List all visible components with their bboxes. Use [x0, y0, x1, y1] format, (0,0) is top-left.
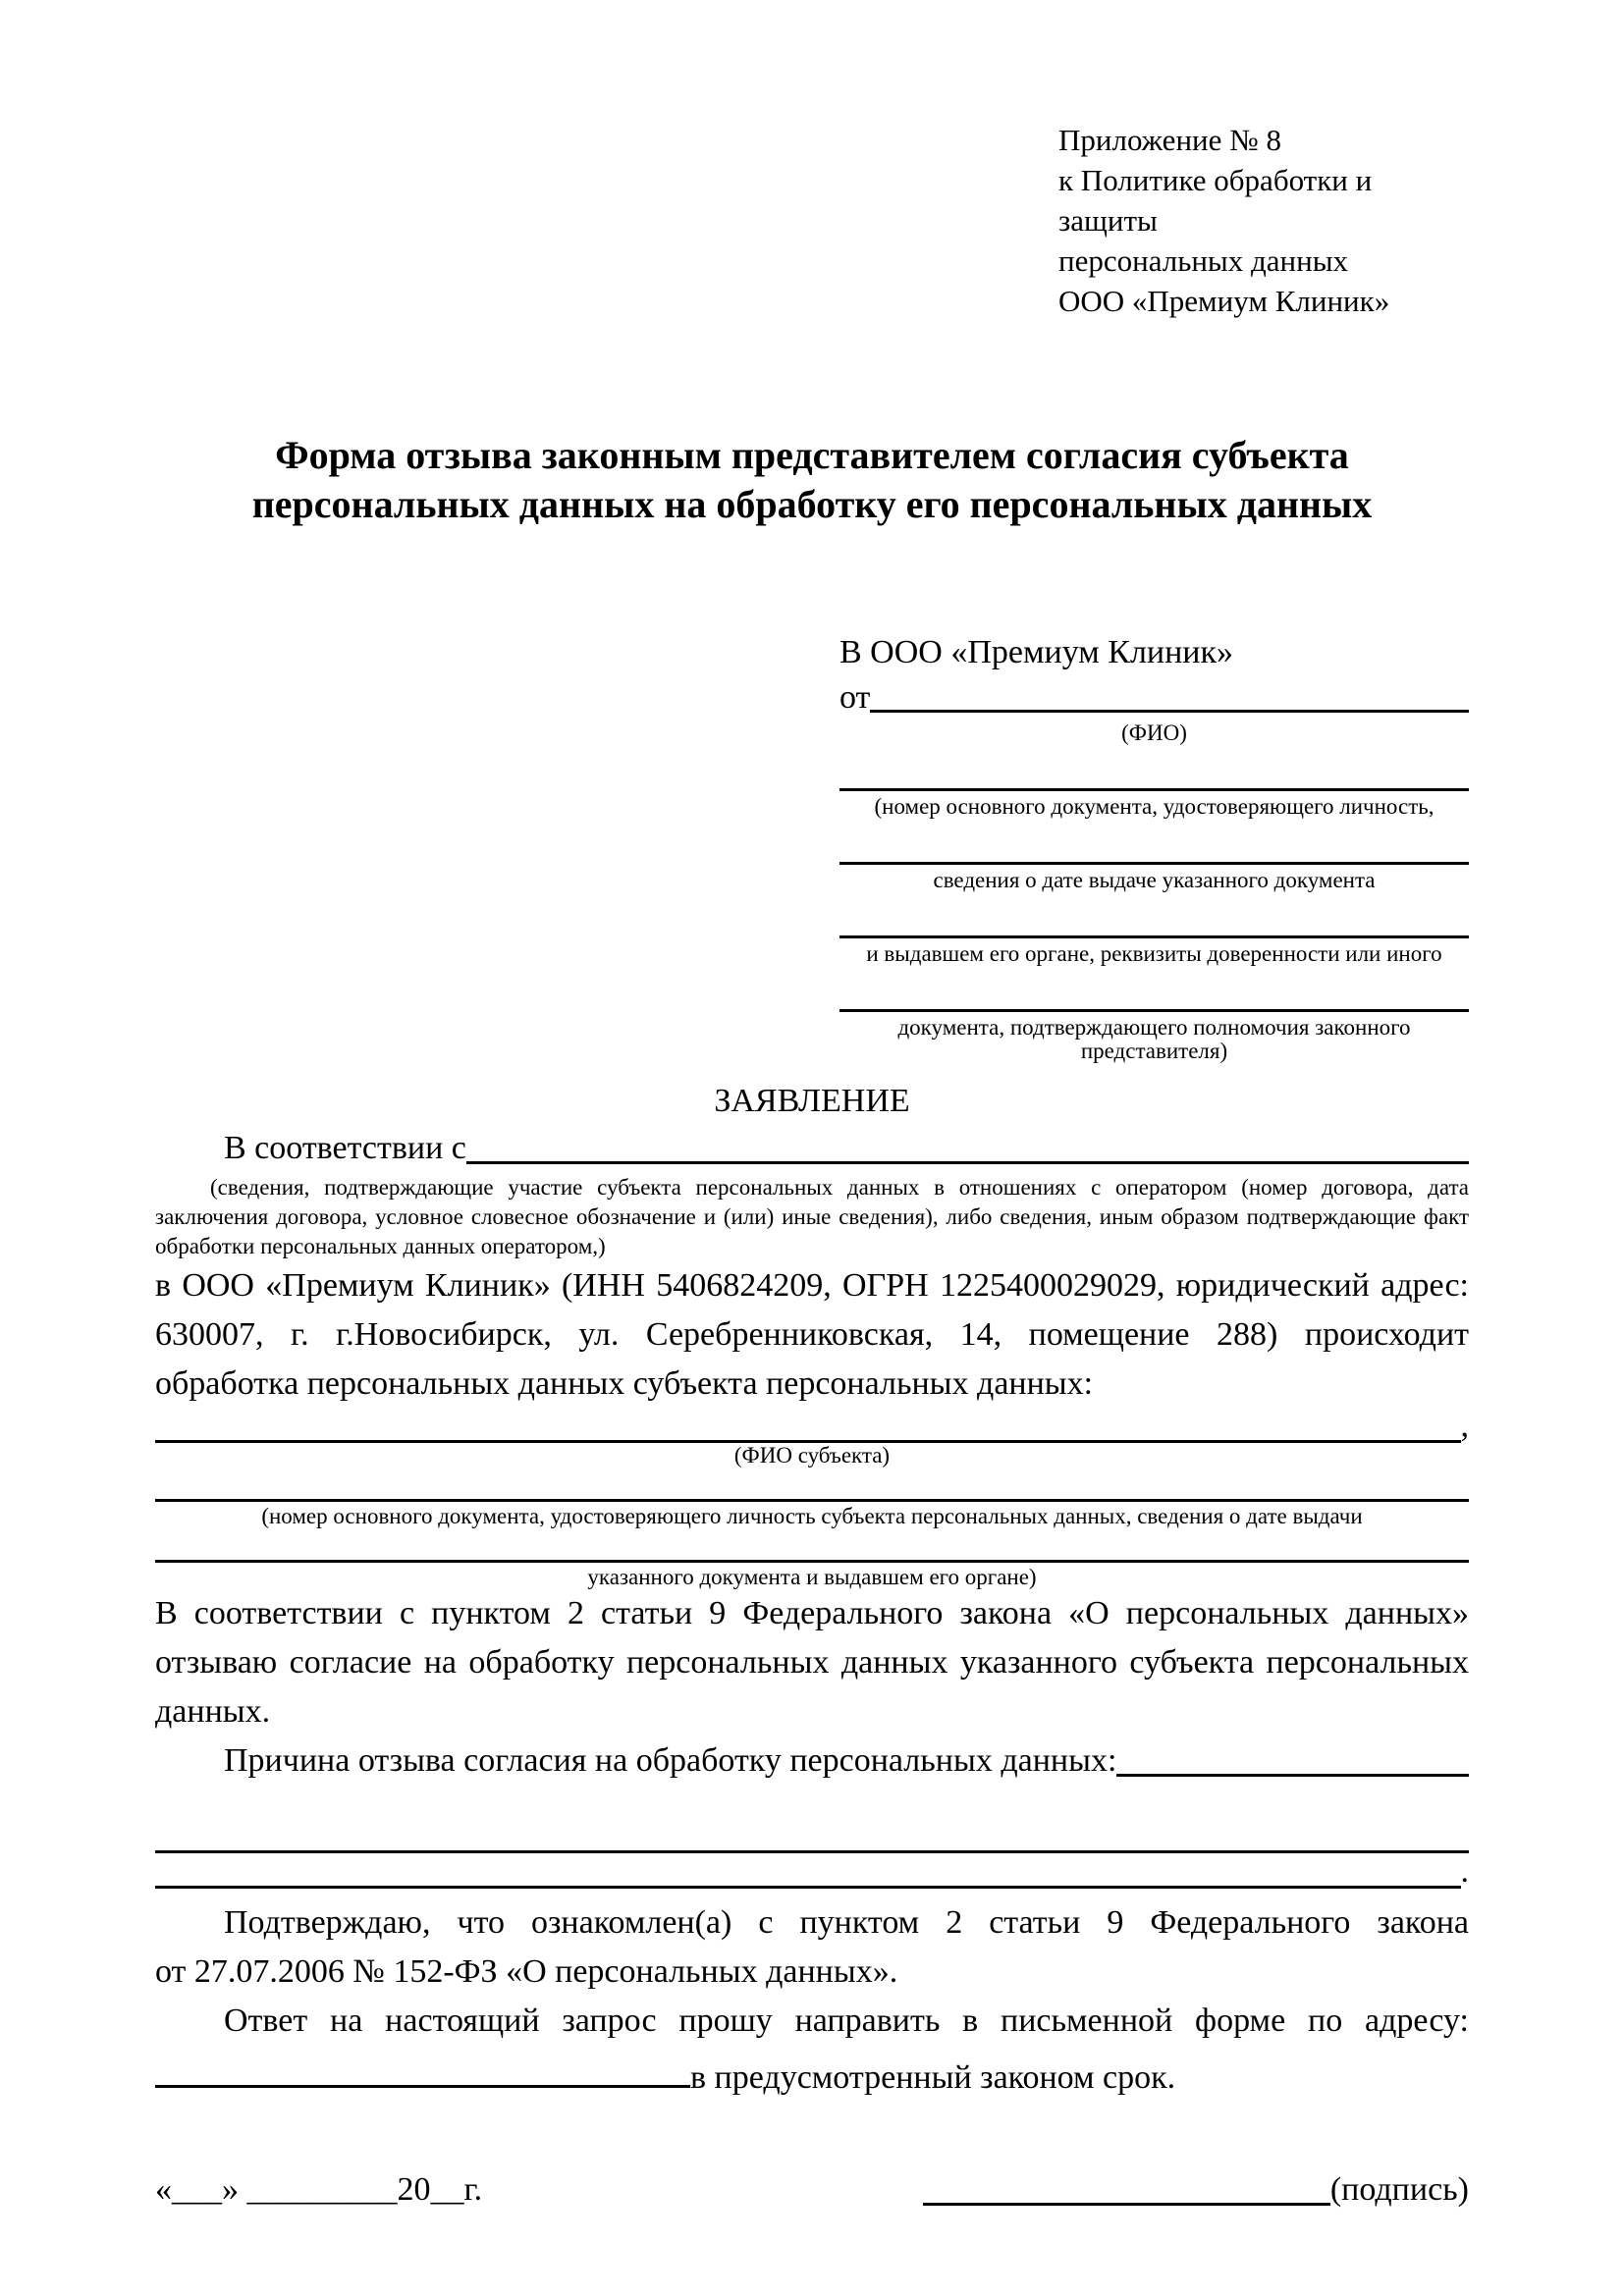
- subject-doc-line-2: [155, 1528, 1469, 1563]
- in-accordance-row: [155, 1124, 1469, 1173]
- date-field: «___» _________20__г.: [155, 2171, 483, 2208]
- appendix-policy-line: к Политике обработки и защиты: [1058, 163, 1373, 238]
- representative-doc-field-3: [839, 892, 1469, 966]
- appendix-org-name: ООО «Премиум Клиник»: [1058, 284, 1390, 318]
- operator-line-1: в ООО «Премиум Клиник» (ИНН 5406824209, ОГРН 1225400029029, юридический адрес:: [155, 1267, 1469, 1304]
- reply-paragraph: Ответ на настоящий запрос прошу направить в письменной форме по адресу:: [224, 2002, 1469, 2039]
- signature-caption: (подпись): [1329, 2171, 1469, 2208]
- in-accordance-label: В соответствии с: [224, 1130, 466, 1166]
- withdraw-line-2: отзываю согласие на обработку персональных данных указанного субъекта персональных: [155, 1644, 1469, 1681]
- note-line-2: заключения договора, условное словесное обозначение и (или) иные сведения), либо сведения, иным образом подтверждающие факт: [155, 1204, 1469, 1229]
- representative-doc-field-4: [839, 966, 1469, 1063]
- in-accordance-fill-line: [466, 1161, 1469, 1164]
- representative-doc-field-2: [839, 819, 1469, 892]
- reply-address-line: [155, 2046, 690, 2088]
- footer-row: [155, 2165, 1469, 2215]
- withdraw-paragraph: [155, 1589, 1469, 1736]
- signature-block: [923, 2165, 1469, 2215]
- subject-doc-caption-1: (номер основного документа, удостоверяющего личность субъекта персональных данных, сведения о дате выдачи: [261, 1504, 1363, 1528]
- appendix-header: [1058, 120, 1469, 321]
- doc-issue-date-line: [839, 819, 1469, 865]
- reason-row: [155, 1736, 1469, 1786]
- representative-doc-field-1: [839, 745, 1469, 819]
- doc-authority-caption: и выдавшем его органе, реквизиты доверенности или иного: [866, 941, 1442, 966]
- note-line-1: (сведения, подтверждающие участие субъекта персональных данных в отношениях с оператором (номер договора, дата: [210, 1175, 1469, 1200]
- appendix-policy-line2: персональных данных: [1058, 243, 1349, 278]
- doc-number-caption: (номер основного документа, удостоверяющего личность,: [874, 794, 1435, 819]
- confirm-paragraph: [155, 1898, 1469, 1997]
- operator-line-3: обработка персональных данных субъекта персональных данных:: [155, 1365, 1094, 1402]
- confirm-line-1: Подтверждаю, что ознакомлен(а) с пунктом 2 статьи 9 Федерального закона: [224, 1904, 1469, 1941]
- trailing-period: .: [1460, 1853, 1469, 1890]
- operator-line-2: 630007, г. г.Новосибирск, ул. Серебренниковская, 14, помещение 288) происходит: [155, 1316, 1469, 1353]
- withdraw-line-1: В соответствии с пунктом 2 статьи 9 Федерального закона «О персональных данных»: [155, 1595, 1469, 1631]
- doc-powers-caption: документа, подтверждающего полномочия законного представителя): [897, 1015, 1411, 1063]
- reason-blank-line-1: [155, 1813, 1469, 1853]
- document-title: Форма отзыва законным представителем согласия субъекта персональных данных на обработку его персональных данных: [251, 433, 1373, 526]
- statement-heading: ЗАЯВЛЕНИЕ: [714, 1083, 910, 1119]
- paragraph-indent: [155, 1736, 224, 1786]
- addressee-org: В ООО «Премиум Клиник»: [839, 634, 1234, 670]
- reason-blank-fill: [155, 1886, 1461, 1889]
- from-row: [839, 674, 1469, 721]
- subject-fio-caption: (ФИО субъекта): [733, 1443, 891, 1468]
- signature-line: [923, 2203, 1330, 2206]
- reason-fill-line: [1116, 1774, 1469, 1777]
- doc-powers-line: [839, 966, 1469, 1012]
- subject-fio-field: [155, 1409, 1469, 1444]
- doc-issue-date-caption: сведения о дате выдаче указанного документа: [933, 868, 1376, 892]
- subject-doc-caption-2: указанного документа и выдавшем его органе): [587, 1565, 1037, 1589]
- from-fill-line: [870, 710, 1469, 713]
- document-content: [0, 120, 1624, 2215]
- reason-label: Причина отзыва согласия на обработку персональных данных:: [224, 1742, 1117, 1779]
- from-label: от: [839, 679, 871, 716]
- reply-address-row: [155, 2046, 1469, 2103]
- confirm-line-2: от 27.07.2006 № 152-ФЗ «О персональных данных».: [155, 1953, 898, 1990]
- doc-number-line: [839, 745, 1469, 791]
- trailing-comma: ,: [1460, 1408, 1469, 1444]
- addressee-block: [839, 631, 1469, 1063]
- relation-note: [155, 1173, 1469, 1261]
- note-line-3: обработки персональных данных оператором,): [155, 1234, 606, 1258]
- withdraw-line-3: данных.: [155, 1693, 271, 1730]
- doc-authority-line: [839, 892, 1469, 938]
- subject-doc-line-1: [155, 1468, 1469, 1502]
- reason-blank-line-2: [155, 1853, 1469, 1891]
- paragraph-indent: [155, 1124, 224, 1173]
- operator-paragraph: [155, 1261, 1469, 1409]
- reply-tail-text: в предусмотренный законом срок.: [690, 2059, 1176, 2096]
- fio-caption: (ФИО): [1121, 721, 1187, 745]
- appendix-number: Приложение № 8: [1058, 123, 1281, 157]
